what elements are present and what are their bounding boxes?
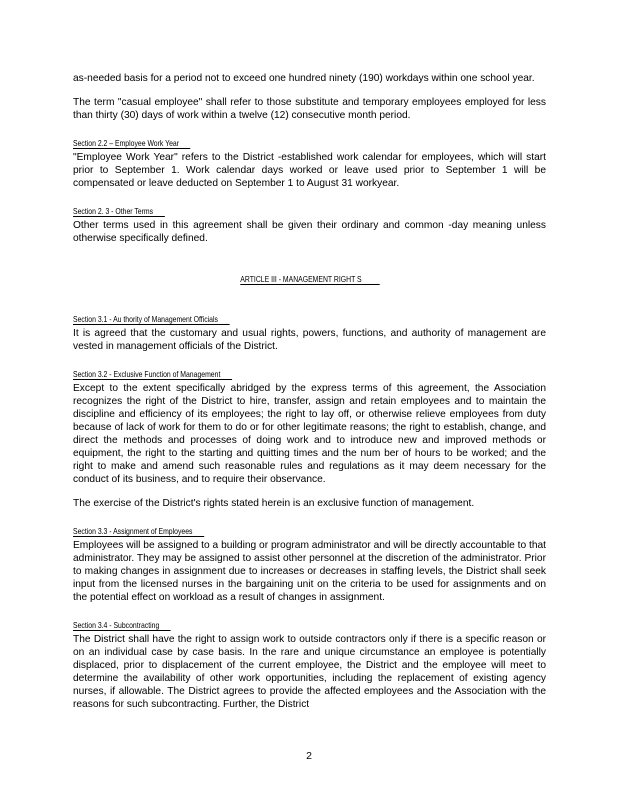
section-3-3-heading: Section 3.3 - Assignment of Employees (73, 526, 204, 537)
section-2-2 (73, 133, 546, 190)
intro-continuation: as-needed basis for a period not to exceed one hundred ninety (190) workdays within one school year. (73, 73, 535, 84)
section-3-2-heading: Section 3.2 - Exclusive Function of Management (73, 369, 232, 380)
article-3-heading-wrap (73, 269, 546, 287)
section-3-3-body: Employees will be assigned to a building or program administrator and will be directly accountable to that administrator. They may be assigned to assist other personnel at the discretion of the administrator. Prior to making changes in assignment due to increases or decreases in staffing levels, the District shall seek input from the licensed nurses in the bargaining unit on the criteria to be used for assignments and on the potential effect on workload as a result of changes in assignment. (73, 540, 546, 603)
section-3-4 (73, 615, 546, 711)
page-number: 2 (306, 750, 312, 762)
section-2-2-body: "Employee Work Year" refers to the District -established work calendar for employees, which will start prior to September 1. Work calendar days worked or leave used prior to September 1 will be compensated or leave deducted on September 1 to August 31 workyear. (73, 152, 546, 189)
section-2-3-heading: Section 2. 3 - Other Terms (73, 206, 165, 217)
section-3-3 (73, 521, 546, 604)
article-3-heading: ARTICLE III - MANAGEMENT RIGHT S (240, 274, 379, 285)
section-2-3-body: Other terms used in this agreement shall be given their ordinary and common -day meaning unless otherwise specifically defined. (73, 220, 546, 244)
section-3-2-body: Except to the extent specifically abridged by the express terms of this agreement, the Association recognizes the right of the District to hire, transfer, assign and retain employees and to maintain the discipline and efficiency of its employees; the right to lay off, or otherwise relieve employees from duty because of lack of work for them to do or for other legitimate reasons; the right to establish, change, and direct the methods and processes of doing work and to introduce new and improved methods or equipment, the right to the starting and quitting times and the num ber of hours to be worked; and the right to make and amend such reasonable rules and regulations as it may deem necessary for the conduct of its business, and to require their observance. (73, 383, 546, 485)
document-page (73, 72, 546, 722)
section-3-1-heading: Section 3.1 - Au thority of Management Officials (73, 314, 229, 325)
section-3-2 (73, 364, 546, 486)
section-2-3 (73, 201, 546, 245)
section-2-2-heading: Section 2.2 – Employee Work Year (73, 138, 190, 149)
section-3-1 (73, 309, 546, 353)
section-3-1-body: It is agreed that the customary and usual rights, powers, functions, and authority of management are vested in management officials of the District. (73, 328, 546, 352)
casual-employee-definition: The term "casual employee" shall refer to those substitute and temporary employees employed for less than thirty (30) days of work within a twelve (12) consecutive month period. (73, 97, 546, 121)
section-3-4-body: The District shall have the right to assign work to outside contractors only if there is a specific reason or on an individual case by case basis. In the rare and unique circumstance an employee is potentially displaced, prior to displacement of the current employee, the District and the employee will meet to determine the availability of other work opportunities, including the replacement of existing agency nurses, if allowable. The District agrees to provide the affected employees and the Association with the reasons for such subcontracting. Further, the District (73, 634, 546, 710)
section-3-4-heading: Section 3.4 - Subcontracting (73, 620, 171, 631)
section-3-2-extra: The exercise of the District's rights stated herein is an exclusive function of management. (73, 498, 475, 509)
